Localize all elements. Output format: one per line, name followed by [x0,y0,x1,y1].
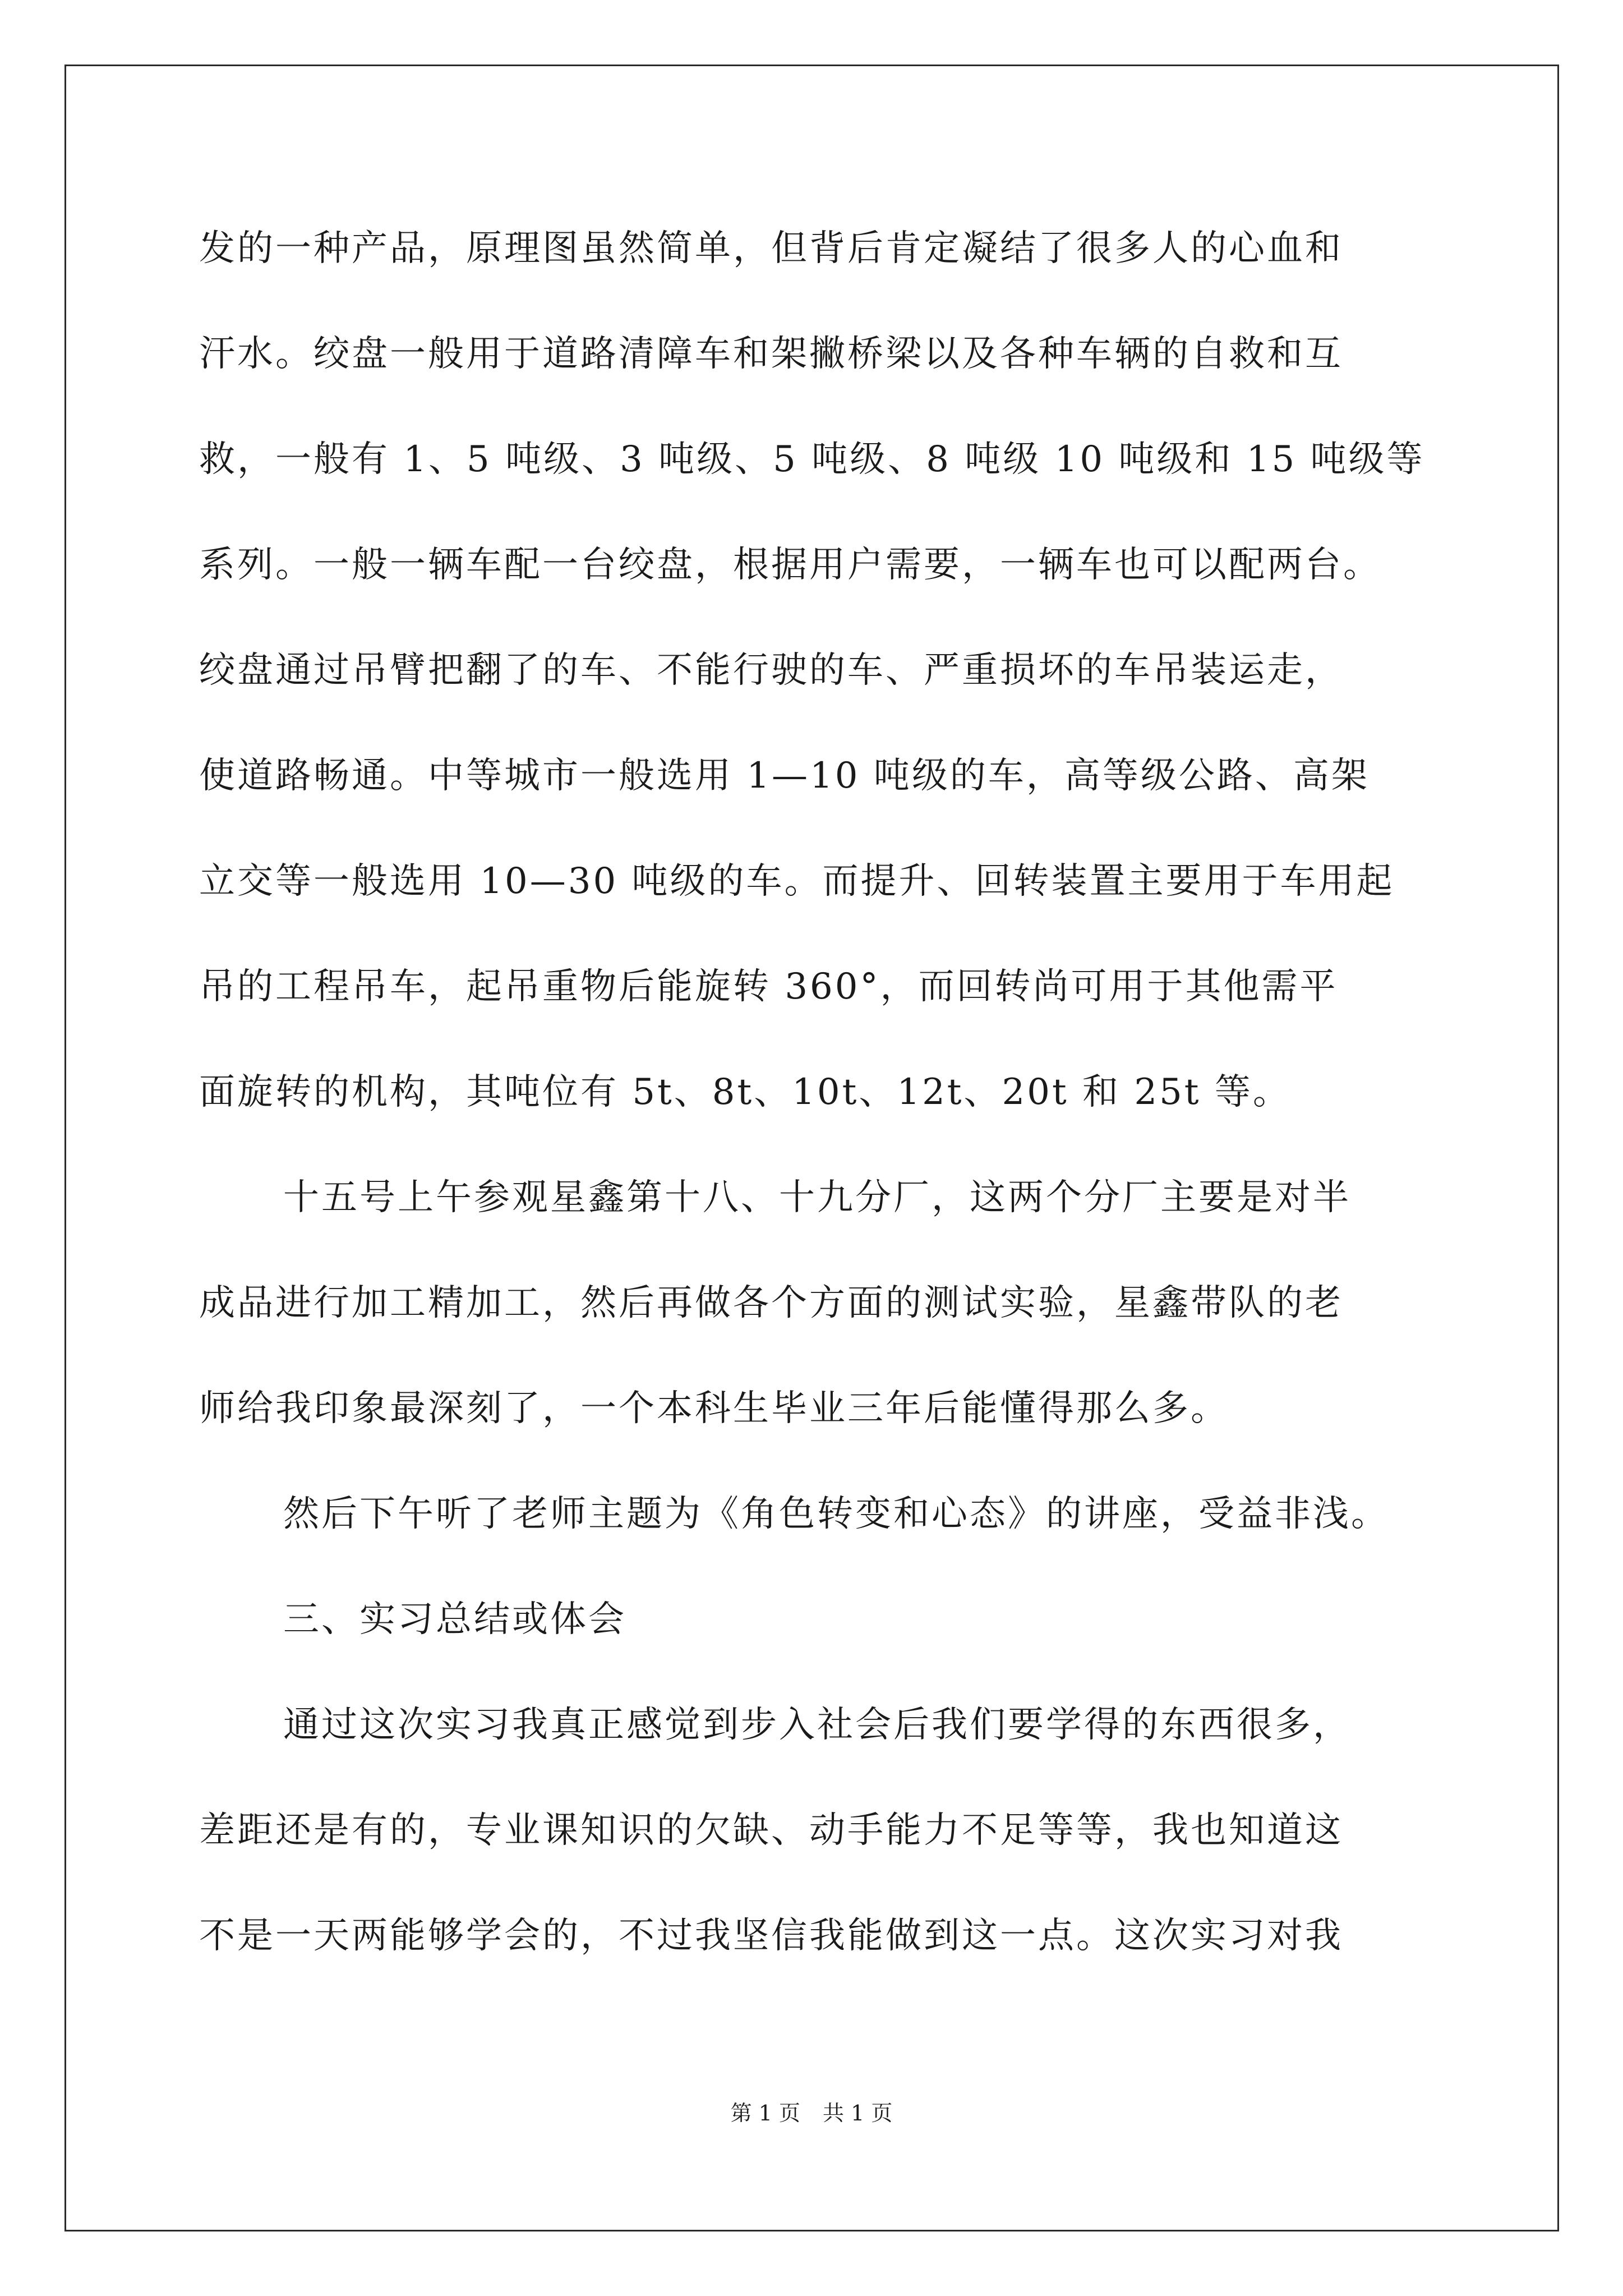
text-line: 师给我印象最深刻了，一个本科生毕业三年后能懂得那么多。 [199,1388,1229,1429]
text-line: 发的一种产品，原理图虽然简单，但背后肯定凝结了很多人的心血和 [199,228,1343,269]
text-line: 然后下午听了老师主题为《角色转变和心态》的讲座，受益非浅。 [283,1493,1389,1535]
page-total: 共 1 页 [823,2101,893,2125]
page-number: 第 1 页 [730,2101,800,2125]
text-line: 汗水。绞盘一般用于道路清障车和架撇桥梁以及各种车辆的自救和互 [199,333,1343,375]
text-line: 绞盘通过吊臂把翻了的车、不能行驶的车、严重损坏的车吊装运走， [199,650,1343,691]
text-line: 通过这次实习我真正感觉到步入社会后我们要学得的东西很多， [283,1704,1351,1746]
page-footer [0,2099,1623,2127]
text-line: 系列。一般一辆车配一台绞盘，根据用户需要，一辆车也可以配两台。 [199,544,1381,586]
text-line: 使道路畅通。中等城市一般选用 1—10 吨级的车，高等级公路、高架 [199,755,1370,797]
text-line: 面旋转的机构，其吨位有 5t、8t、10t、12t、20t 和 25t 等。 [199,1071,1291,1113]
text-line: 立交等一般选用 10—30 吨级的车。而提升、回转装置主要用于车用起 [199,861,1395,902]
section-heading: 三、实习总结或体会 [283,1599,626,1640]
text-line: 十五号上午参观星鑫第十八、十九分厂，这两个分厂主要是对半 [283,1177,1351,1218]
text-line: 成品进行加工精加工，然后再做各个方面的测试实验，星鑫带队的老 [199,1282,1343,1324]
text-line: 救，一般有 1、5 吨级、3 吨级、5 吨级、8 吨级 10 吨级和 15 吨级等 [199,439,1425,480]
text-line: 吊的工程吊车，起吊重物后能旋转 360°，而回转尚可用于其他需平 [199,966,1338,1007]
text-line: 差距还是有的，专业课知识的欠缺、动手能力不足等等，我也知道这 [199,1810,1343,1851]
text-line: 不是一天两能够学会的，不过我坚信我能做到这一点。这次实习对我 [199,1915,1343,1957]
